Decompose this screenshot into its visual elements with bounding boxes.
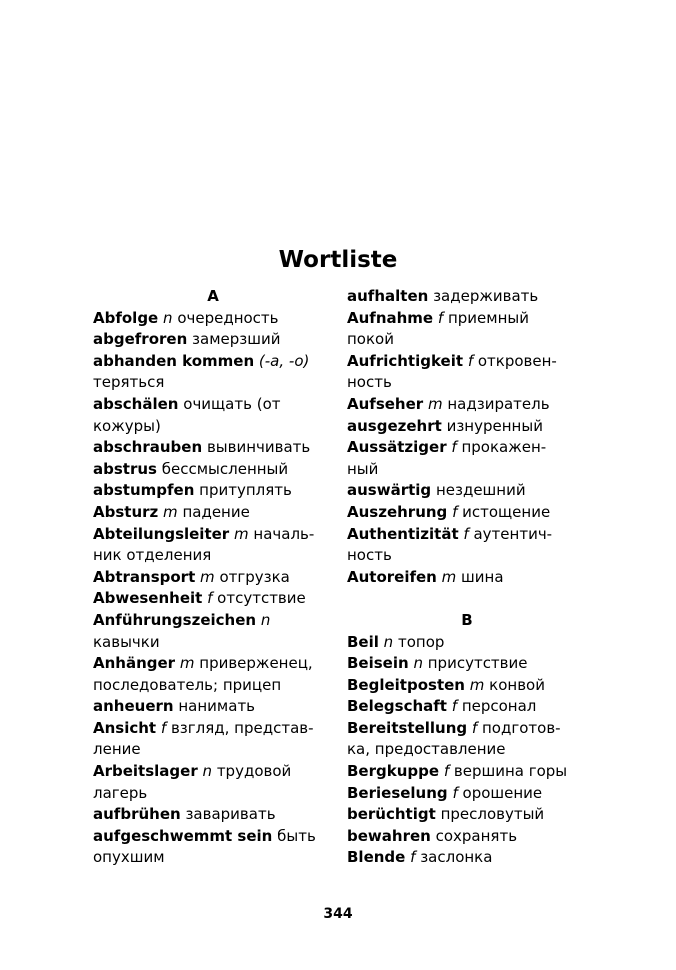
glossary-entry xyxy=(93,610,333,632)
grammar-marker: n xyxy=(163,308,173,327)
glossary-entry xyxy=(347,696,587,718)
headword: Abwesenheit xyxy=(93,589,203,608)
glossary-entry-continuation xyxy=(347,459,587,481)
headword: Autoreifen xyxy=(347,567,437,586)
right-column xyxy=(347,286,587,869)
headword: abschrauben xyxy=(93,438,203,457)
translation: покой xyxy=(347,330,394,349)
translation: ление xyxy=(93,740,141,759)
headword: Abteilungsleiter xyxy=(93,524,230,543)
glossary-entry xyxy=(93,761,333,783)
grammar-marker: f xyxy=(451,697,458,716)
grammar-marker: m xyxy=(233,524,249,543)
headword: anheuern xyxy=(93,697,174,716)
grammar-marker: m xyxy=(441,567,457,586)
grammar-marker: f xyxy=(207,589,213,608)
translation: опухшим xyxy=(93,848,165,867)
translation: задерживать xyxy=(433,287,539,305)
headword: Auszehrung xyxy=(347,502,448,521)
glossary-entry xyxy=(347,632,587,654)
headword: Berieselung xyxy=(347,783,448,802)
glossary-entry xyxy=(347,847,587,869)
glossary-entry-continuation xyxy=(93,372,333,394)
glossary-entry xyxy=(93,588,333,610)
translation: изнуренный xyxy=(446,416,543,435)
glossary-entry xyxy=(347,718,587,740)
glossary-entry-continuation xyxy=(93,783,333,805)
grammar-marker: f xyxy=(160,718,167,737)
translation: отгрузка xyxy=(219,567,290,586)
glossary-entry xyxy=(347,308,587,330)
translation: ность xyxy=(347,546,392,565)
translation: прокажен- xyxy=(461,438,547,457)
translation: лагерь xyxy=(93,783,148,802)
translation: ник отделения xyxy=(93,546,212,565)
headword: abgefroren xyxy=(93,330,188,349)
grammar-marker: m xyxy=(427,394,443,413)
translation: отсутствие xyxy=(217,589,306,608)
glossary-entry-continuation xyxy=(347,329,587,351)
headword: bewahren xyxy=(347,826,431,845)
glossary-entry-continuation xyxy=(93,739,333,761)
glossary-entry xyxy=(347,761,587,783)
glossary-entry xyxy=(93,653,333,675)
glossary-entry-continuation xyxy=(93,847,333,869)
grammar-marker: f xyxy=(452,502,458,521)
grammar-marker: m xyxy=(163,502,178,521)
translation: приемный xyxy=(447,308,529,327)
translation: ка, предоставление xyxy=(347,740,506,759)
translation: вывинчивать xyxy=(206,438,311,457)
translation: очищать (от xyxy=(183,394,281,413)
translation: началь- xyxy=(253,524,315,543)
glossary-entry xyxy=(347,653,587,675)
headword: Beil xyxy=(347,632,379,651)
translation: последователь; прицеп xyxy=(93,675,282,694)
glossary-entry-continuation xyxy=(93,545,333,567)
headword: abstumpfen xyxy=(93,481,195,500)
glossary-entry xyxy=(347,480,587,502)
headword: abstrus xyxy=(93,459,157,478)
glossary-entry xyxy=(347,394,587,416)
glossary-entry xyxy=(347,804,587,826)
translation: очередность xyxy=(177,308,279,327)
glossary-entry xyxy=(93,308,333,330)
glossary-entry xyxy=(347,783,587,805)
headword: Aufrichtigkeit xyxy=(347,351,464,370)
headword: Aussätziger xyxy=(347,438,447,457)
translation: топор xyxy=(397,632,445,651)
headword: Bergkuppe xyxy=(347,762,440,781)
glossary-entry xyxy=(93,329,333,351)
page-title: Wortliste xyxy=(278,247,398,273)
headword: aufgeschwemmt sein xyxy=(93,826,273,845)
glossary-entry-continuation xyxy=(347,372,587,394)
translation: притуплять xyxy=(199,481,292,500)
glossary-entry xyxy=(93,804,333,826)
translation: кожуры) xyxy=(93,416,161,435)
page-number: 344 xyxy=(323,906,353,922)
headword: Aufseher xyxy=(347,394,424,413)
translation: истощение xyxy=(462,502,551,521)
grammar-marker: (-а, -о) xyxy=(258,351,310,370)
translation: приверженец, xyxy=(199,654,313,673)
glossary-entry xyxy=(347,567,587,589)
translation: аутентич- xyxy=(473,524,553,543)
translation: падение xyxy=(182,502,250,521)
headword: Abfolge xyxy=(93,308,159,327)
translation: заваривать xyxy=(185,805,276,824)
translation: откровен- xyxy=(477,351,557,370)
glossary-entry-continuation xyxy=(347,739,587,761)
translation: ность xyxy=(347,373,392,392)
headword: Blende xyxy=(347,848,406,867)
glossary-entry xyxy=(93,502,333,524)
grammar-marker: f xyxy=(410,848,416,867)
headword: Ansicht xyxy=(93,718,157,737)
translation: персонал xyxy=(461,697,537,716)
glossary-entry-continuation xyxy=(93,675,333,697)
translation: теряться xyxy=(93,373,165,392)
glossary-entry xyxy=(347,286,587,308)
grammar-marker: f xyxy=(463,524,469,543)
grammar-marker: f xyxy=(471,718,478,737)
translation: нанимать xyxy=(178,697,256,716)
translation: сохранять xyxy=(435,826,518,845)
grammar-marker: f xyxy=(443,762,450,781)
headword: aufhalten xyxy=(347,287,429,305)
headword: Absturz xyxy=(93,502,159,521)
grammar-marker: f xyxy=(452,783,458,802)
translation: шина xyxy=(461,567,504,586)
translation: конвой xyxy=(489,675,545,694)
translation: орошение xyxy=(462,783,543,802)
glossary-entry xyxy=(347,675,587,697)
headword: abhanden kommen xyxy=(93,351,255,370)
translation: трудовой xyxy=(216,762,292,781)
translation: подготов- xyxy=(481,718,561,737)
left-column xyxy=(93,286,333,869)
glossary-entry-continuation xyxy=(347,545,587,567)
section-letter: B xyxy=(461,610,473,629)
grammar-marker: f xyxy=(451,438,457,457)
grammar-marker: m xyxy=(469,675,485,694)
glossary-entry xyxy=(93,351,333,373)
grammar-marker: m xyxy=(179,654,195,673)
translation: быть xyxy=(277,826,316,845)
headword: Aufnahme xyxy=(347,308,434,327)
translation: бессмысленный xyxy=(161,459,289,478)
translation: ный xyxy=(347,459,379,478)
translation: замерзший xyxy=(192,330,281,349)
glossary-entry xyxy=(93,394,333,416)
glossary-entry xyxy=(347,524,587,546)
headword: Abtransport xyxy=(93,567,196,586)
headword: ausgezehrt xyxy=(347,416,442,435)
headword: auswärtig xyxy=(347,481,432,500)
section-letter: A xyxy=(207,287,219,305)
headword: Begleitposten xyxy=(347,675,465,694)
glossary-entry xyxy=(347,826,587,848)
section-gap xyxy=(347,588,587,610)
grammar-marker: n xyxy=(383,632,394,651)
headword: Authentizität xyxy=(347,524,459,543)
glossary-entry xyxy=(347,437,587,459)
translation: присутствие xyxy=(427,654,528,673)
headword: aufbrühen xyxy=(93,805,181,824)
glossary-entry xyxy=(347,351,587,373)
glossary-entry-continuation xyxy=(93,632,333,654)
glossary-entry xyxy=(93,480,333,502)
glossary-entry xyxy=(93,437,333,459)
headword: Belegschaft xyxy=(347,697,447,716)
headword: berüchtigt xyxy=(347,805,436,824)
headword: Anhänger xyxy=(93,654,176,673)
glossary-entry xyxy=(93,826,333,848)
headword: Beisein xyxy=(347,654,409,673)
translation: кавычки xyxy=(93,632,160,651)
grammar-marker: n xyxy=(413,654,423,673)
translation: нездешний xyxy=(435,481,526,500)
translation: взгляд, представ- xyxy=(170,718,314,737)
glossary-entry xyxy=(93,567,333,589)
headword: Arbeitslager xyxy=(93,762,198,781)
grammar-marker: n xyxy=(260,610,271,629)
glossary-entry xyxy=(93,718,333,740)
grammar-marker: m xyxy=(200,567,215,586)
glossary-entry xyxy=(93,696,333,718)
grammar-marker: f xyxy=(437,308,444,327)
grammar-marker: f xyxy=(467,351,474,370)
translation: надзиратель xyxy=(447,394,550,413)
translation: вершина горы xyxy=(453,762,568,781)
headword: Bereitstellung xyxy=(347,718,468,737)
headword: abschälen xyxy=(93,394,179,413)
glossary-entry-continuation xyxy=(93,416,333,438)
translation: пресловутый xyxy=(440,805,545,824)
headword: Anführungszeichen xyxy=(93,610,257,629)
glossary-entry xyxy=(93,459,333,481)
grammar-marker: n xyxy=(202,762,213,781)
glossary-entry xyxy=(93,524,333,546)
glossary-entry xyxy=(347,502,587,524)
translation: заслонка xyxy=(420,848,493,867)
glossary-entry xyxy=(347,416,587,438)
